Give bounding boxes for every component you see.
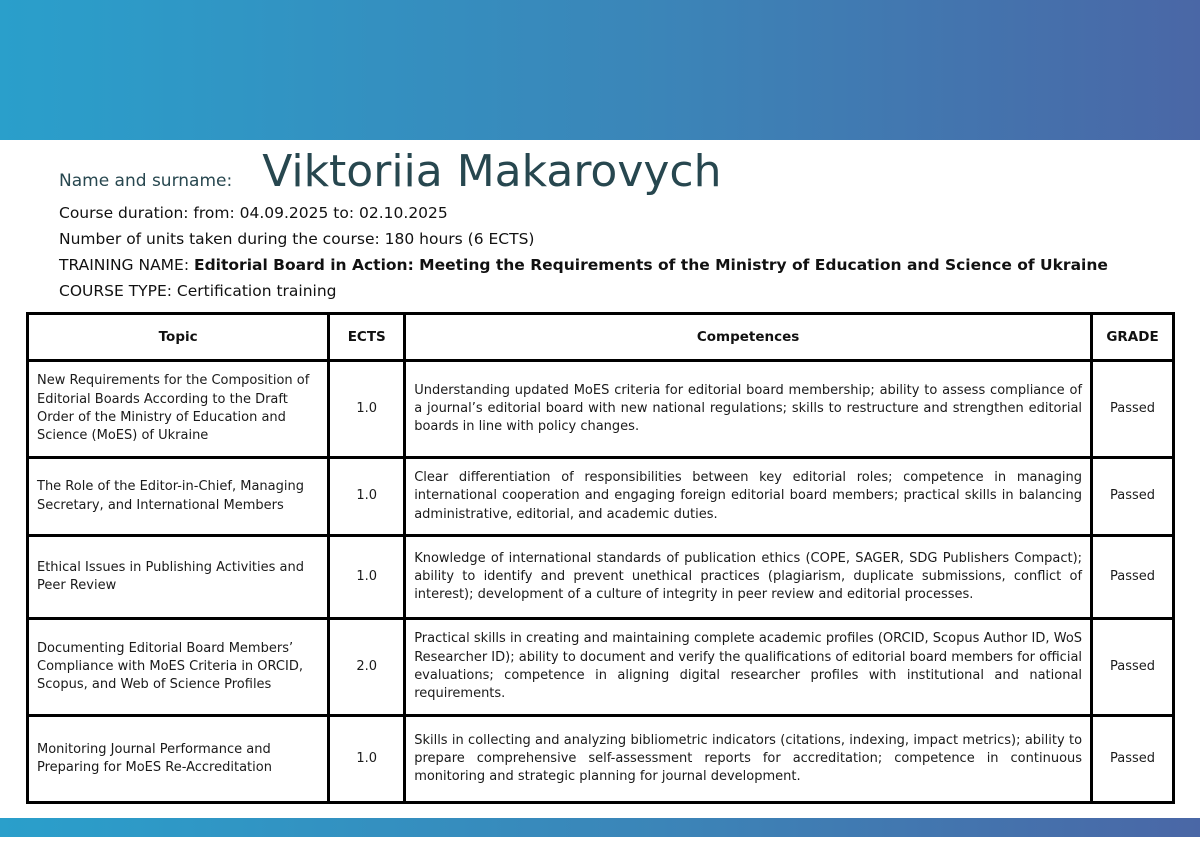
- grade-cell: Passed: [1092, 716, 1174, 803]
- table-header-row: [28, 314, 1174, 361]
- topic-cell: Monitoring Journal Performance and Preparing for MoES Re-Accreditation: [28, 716, 329, 803]
- column-header-ects: ECTS: [329, 314, 405, 361]
- column-header-topic: Topic: [28, 314, 329, 361]
- table-row: [28, 619, 1174, 716]
- units-taken: Number of units taken during the course: 180 hours (6 ECTS): [59, 230, 535, 248]
- ects-cell: 1.0: [329, 458, 405, 536]
- bottom-gradient-band: [0, 818, 1200, 837]
- topic-cell: New Requirements for the Composition of Editorial Boards According to the Draft Order of the Ministry of Education and Science (MoES) of Ukraine: [28, 361, 329, 458]
- column-header-competences: Competences: [405, 314, 1092, 361]
- training-name-line: [59, 252, 1179, 278]
- ects-cell: 2.0: [329, 619, 405, 716]
- topic-cell: The Role of the Editor-in-Chief, Managing Secretary, and International Members: [28, 458, 329, 536]
- competences-cell: Knowledge of international standards of publication ethics (COPE, SAGER, SDG Publishers Compact); ability to identify and prevent unethical practices (plagiarism, duplicate submissions, conflict of interest); development of a culture of integrity in peer review and editorial processes.: [405, 536, 1092, 619]
- name-label: Name and surname:: [59, 171, 233, 191]
- topics-table: [26, 312, 1175, 804]
- course-duration: Course duration: from: 04.09.2025 to: 02.10.2025: [59, 204, 448, 222]
- column-header-grade: GRADE: [1092, 314, 1174, 361]
- certificate-info: [59, 146, 1179, 304]
- topic-cell: Documenting Editorial Board Members’ Compliance with MoES Criteria in ORCID, Scopus, and Web of Science Profiles: [28, 619, 329, 716]
- ects-cell: 1.0: [329, 536, 405, 619]
- competences-cell: Clear differentiation of responsibilities between key editorial roles; competence in managing international cooperation and engaging foreign editorial board members; practical skills in balancing administrative, editorial, and academic duties.: [405, 458, 1092, 536]
- name-value: Viktoriia Makarovych: [262, 146, 722, 197]
- competences-cell: Practical skills in creating and maintaining complete academic profiles (ORCID, Scopus Author ID, WoS Researcher ID); ability to document and verify the qualifications of editorial board members for official evaluations; competence in aligning digital researcher profiles with institutional and national requirements.: [405, 619, 1092, 716]
- table-row: [28, 716, 1174, 803]
- grade-cell: Passed: [1092, 361, 1174, 458]
- grade-cell: Passed: [1092, 458, 1174, 536]
- ects-cell: 1.0: [329, 716, 405, 803]
- top-gradient-band: [0, 0, 1200, 140]
- competences-cell: Understanding updated MoES criteria for editorial board membership; ability to assess compliance of a journal’s editorial board with new national regulations; skills to restructure and strengthen editorial boards in line with policy changes.: [405, 361, 1092, 458]
- course-type: COURSE TYPE: Certification training: [59, 282, 337, 300]
- topic-cell: Ethical Issues in Publishing Activities and Peer Review: [28, 536, 329, 619]
- name-row: [59, 146, 1179, 200]
- table-row: [28, 536, 1174, 619]
- training-name: Editorial Board in Action: Meeting the Requirements of the Ministry of Education and Science of Ukraine: [194, 256, 1108, 274]
- table-row: [28, 458, 1174, 536]
- grade-cell: Passed: [1092, 619, 1174, 716]
- table-row: [28, 361, 1174, 458]
- grade-cell: Passed: [1092, 536, 1174, 619]
- ects-cell: 1.0: [329, 361, 405, 458]
- competences-cell: Skills in collecting and analyzing bibliometric indicators (citations, indexing, impact metrics); ability to prepare comprehensive self-assessment reports for accreditation; competence in continuous monitoring and strategic planning for journal development.: [405, 716, 1092, 803]
- training-label: TRAINING NAME:: [59, 256, 194, 274]
